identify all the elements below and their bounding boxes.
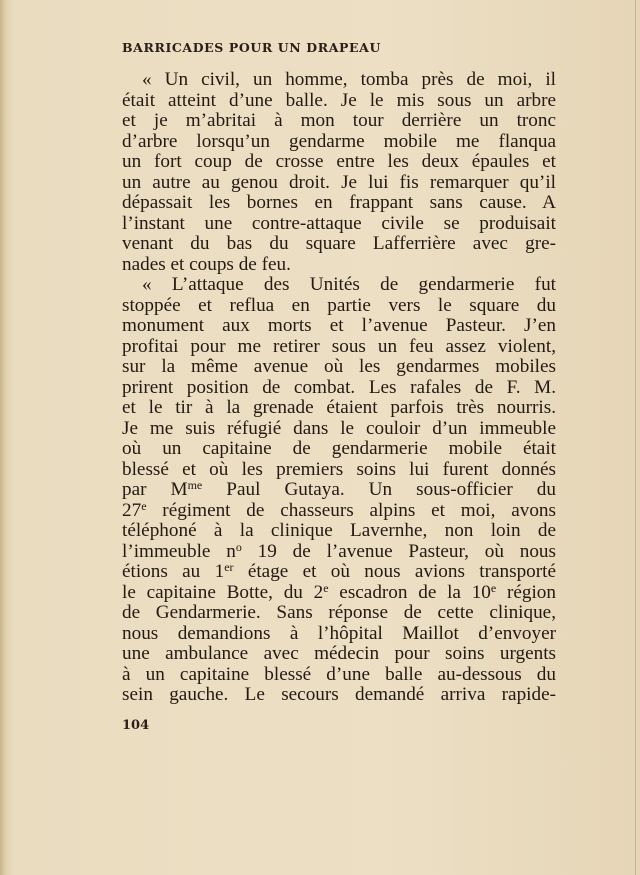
text-line: 27e régiment de chasseurs alpins et moi, avons [122, 498, 556, 521]
text-line: venant du bas du square Lafferrière avec gre- [122, 233, 556, 254]
text-line: l’immeuble $n^o$ 19 de l’avenue Pasteur, où nous [122, 539, 556, 562]
text-line: par $M^{me}$ Paul Gutaya. Un sous-officier du [122, 478, 556, 500]
running-title: BARRICADES POUR UN DRAPEAU [122, 40, 381, 55]
text-line: et je m’abritai à mon tour derrière un tronc [122, 110, 556, 131]
text-line: sur la même avenue où les gendarmes mobiles [122, 356, 556, 377]
text-line: téléphoné à la clinique Lavernhe, non loin de [122, 520, 556, 541]
text-line: une ambulance avec médecin pour soins urgents [122, 643, 556, 664]
text-line: un fort coup de crosse entre les deux épaules et [122, 151, 556, 172]
text-line: à un capitaine blessé d’une balle au-dessous du [122, 663, 556, 685]
body-text [122, 70, 556, 706]
text-line: nous demandions à l’hôpital Maillot d’envoyer [122, 622, 556, 644]
page-right-edge [635, 0, 636, 875]
text-line: sein gauche. Le secours demandé arriva rapide- [122, 684, 556, 705]
text-line: d’arbre lorsqu’un gendarme mobile me flanqua [122, 130, 556, 152]
text-line: et le tir à la grenade étaient parfois très nourris. [122, 397, 556, 418]
text-line: de Gendarmerie. Sans réponse de cette clinique, [122, 602, 556, 623]
page-number: 104 [122, 718, 150, 733]
text-line: nades et coups de feu. [122, 253, 291, 275]
text-line: était atteint d’une balle. Je le mis sous un arbre [122, 89, 556, 111]
text-line: l’instant une contre-attaque civile se produisait [122, 212, 556, 234]
text-line: « Un civil, un homme, tomba près de moi, il [142, 69, 556, 90]
text-line: monument aux morts et l’avenue Pasteur. J’en [122, 315, 556, 336]
text-line: « L’attaque des Unités de gendarmerie fut [142, 274, 556, 295]
text-line: blessé et où les premiers soins lui furent donnés [122, 458, 556, 480]
text-line: étions au 1er étage et où nous avions transporté [122, 560, 556, 582]
page-binding-edge [0, 0, 6, 875]
text-line: profitai pour me retirer sous un feu assez violent, [122, 335, 556, 357]
text-line: où un capitaine de gendarmerie mobile était [122, 438, 556, 459]
text-line: dépassait les bornes en frappant sans cause. A [122, 192, 556, 213]
text-line: le capitaine Botte, du 2e escadron de la 10e région [122, 580, 556, 603]
text-line: stoppée et reflua en partie vers le square du [122, 294, 556, 316]
text-line: un autre au genou droit. Je lui fis remarquer qu’il [122, 171, 556, 193]
text-line: Je me suis réfugié dans le couloir d’un immeuble [122, 417, 556, 439]
text-line: prirent position de combat. Les rafales de F. M. [122, 376, 556, 398]
